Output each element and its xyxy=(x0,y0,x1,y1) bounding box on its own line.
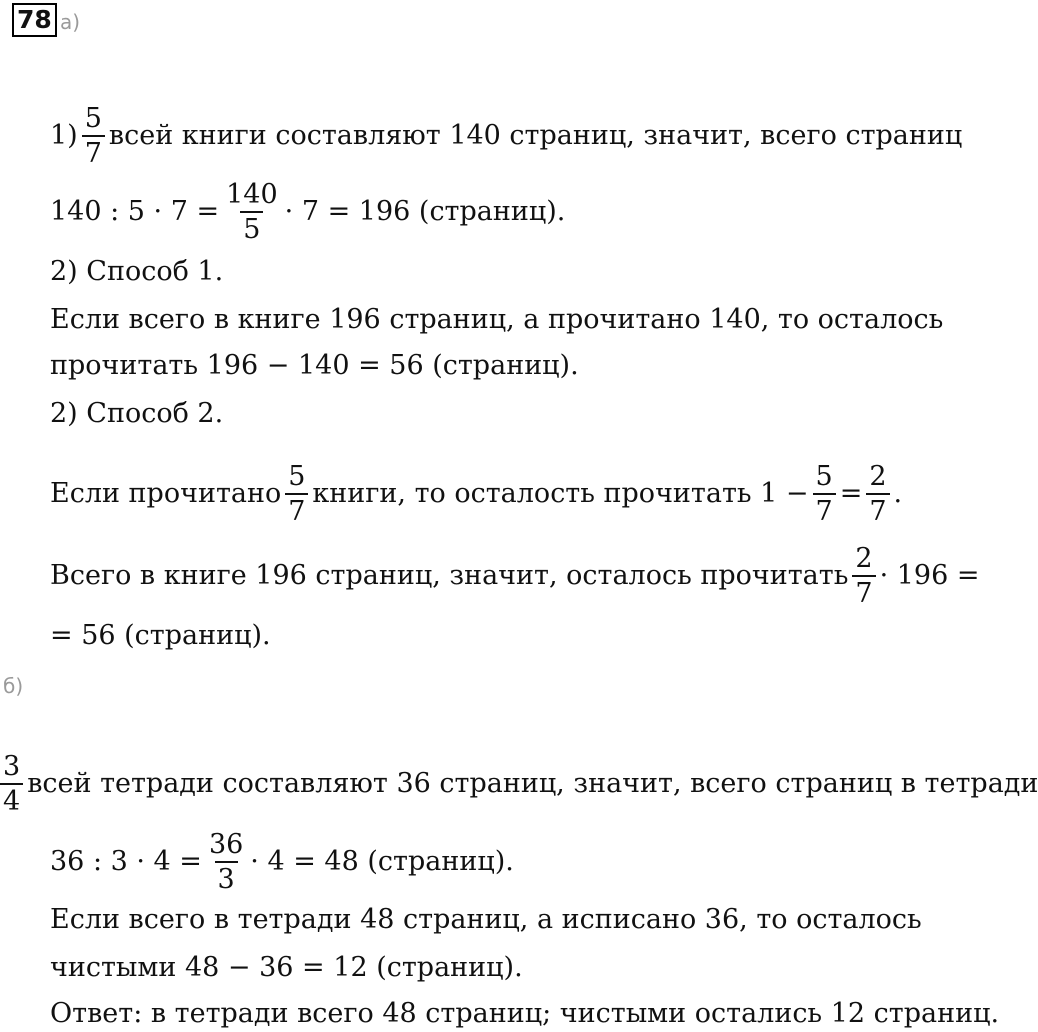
fraction-5-7: $\frac{5}{7}$ xyxy=(285,463,308,525)
part-b-line1: $\frac{3}{4}$ всей тетради составляют 36 страниц, значит, всего страниц в тетради xyxy=(0,746,1038,822)
part-b-line3: Если всего в тетради 48 страниц, а исписано 36, то осталось xyxy=(50,904,922,935)
step1-line xyxy=(50,100,962,172)
fraction-2-7: $\frac{2}{7}$ xyxy=(866,463,889,525)
fraction-5-7: $\frac{5}{7}$ xyxy=(82,105,105,167)
problem-number: 78 xyxy=(12,3,57,37)
answer-line: Ответ: в тетради всего 48 страниц; чистыми остались 12 страниц. xyxy=(50,998,1000,1029)
calc1-line xyxy=(50,176,565,248)
calc1-right: · 7 = 196 (страниц). xyxy=(284,196,566,227)
fraction-36-3: $\frac{36}{3}$ xyxy=(208,829,244,895)
part-b-line4: чистыми 48 − 36 = 12 (страниц). xyxy=(50,952,523,983)
method1-title: 2) Способ 1. xyxy=(50,256,224,287)
method2-line1: Если прочитано $\frac{5}{7}$ книги, то осталость прочитать 1 − $\frac{5}{7}$ = $\frac{2}{7}$ . xyxy=(50,461,903,527)
method1-line1: Если всего в книге 196 страниц, а прочитано 140, то осталось xyxy=(50,304,944,335)
fraction-140-5: $\frac{140}{5}$ xyxy=(226,179,278,245)
calc1-left: 140 : 5 · 7 = xyxy=(50,196,220,227)
fraction-3-4: $\frac{3}{4}$ xyxy=(0,753,23,815)
fraction-2-7: $\frac{2}{7}$ xyxy=(852,545,875,607)
method2-line3: = 56 (страниц). xyxy=(50,620,271,651)
fraction-5-7: $\frac{5}{7}$ xyxy=(813,463,836,525)
method2-line2: Всего в книге 196 страниц, значит, осталось прочитать $\frac{2}{7}$ · 196 = xyxy=(50,543,980,609)
method1-line2: прочитать 196 − 140 = 56 (страниц). xyxy=(50,350,579,381)
part-b-label: б) xyxy=(3,674,24,698)
step1-text: всей книги составляют 140 страниц, значит, всего страниц xyxy=(108,120,963,151)
method2-title: 2) Способ 2. xyxy=(50,398,224,429)
part-a-label: а) xyxy=(60,10,81,34)
part-b-calc: 36 : 3 · 4 = $\frac{36}{3}$ · 4 = 48 (страниц). xyxy=(50,829,514,895)
step1-prefix: 1) xyxy=(50,120,78,151)
